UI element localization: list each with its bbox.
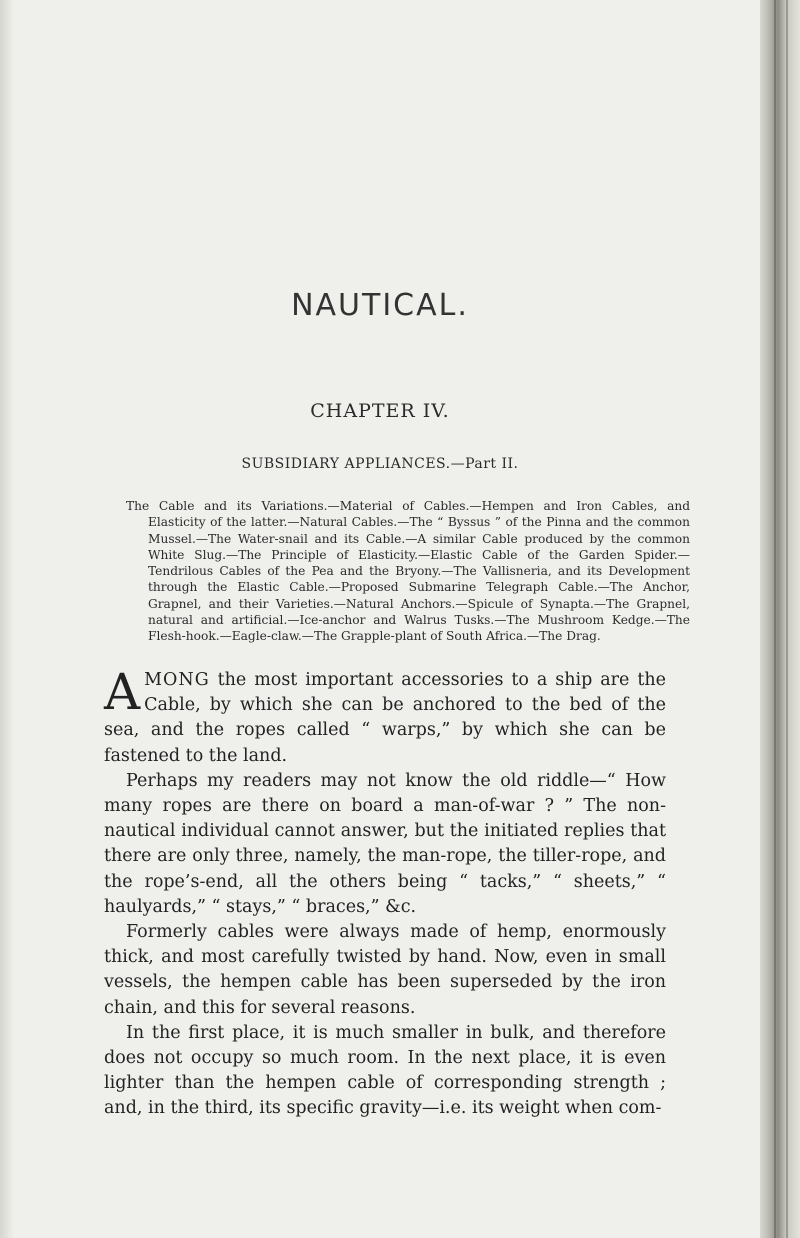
chapter-heading: CHAPTER IV. [310,400,450,422]
paragraph-1 [104,663,666,769]
paragraph-lead: MONG [144,670,210,690]
page-edge-shadow [0,0,14,1238]
paragraph-4: In the first place, it is much smaller in bulk, and therefore does not occupy so much room. In the next place, it is even lighter than the hempen cable of corresponding strength ; and, in the third, its specific gravity—i.e. its weight when com- [104,1022,666,1119]
paragraph-2: Perhaps my readers may not know the old riddle—“ How many ropes are there on board a man-of-war ? ” The non-nautical individual cannot answer, but the initiated replies that there are only three, namely, the man-rope, the tiller-rope, and the rope’s-end, all the others being “ tacks,” “ sheets,” “ haulyards,” “ stays,” “ braces,” &c. [104,770,666,917]
chapter-subtitle: SUBSIDIARY APPLIANCES.—Part II. [241,456,519,472]
spine-fold-line [786,0,788,1238]
paragraph-3: Formerly cables were always made of hemp, enormously thick, and most carefully twisted by hand. Now, even in small vessels, the hempen cable has been superseded by the iron chain, and this for several reasons. [104,922,666,1018]
chapter-synopsis: The Cable and its Variations.—Material of Cables.—Hempen and Iron Cables, and Elasticity of the latter.—Natural Cables.—The “ Byssus ” of the Pinna and the common Mussel.—The Water-snail and its Cable.—A similar Cable produced by the common White Slug.—The Principle of Elasticity.—Elastic Cable of the Garden Spider.—Tendrilous Cables of the Pea and the Bryony.—The Vallisneria, and its Development through the Elastic Cable.—Proposed Submarine Telegraph Cable.—The Anchor, Grapnel, and their Varieties.—Natural Anchors.—Spicule of Synapta.—The Grapnel, natural and artificial.—Ice-anchor and Walrus Tusks.—The Mushroom Kedge.—The Flesh-hook.—Eagle-claw.—The Grapple-plant of South Africa.—The Drag. [126,499,690,644]
body-text [104,663,666,1122]
book-spine [760,0,800,1238]
drop-cap: A [104,663,141,721]
running-title: NAUTICAL. [291,288,469,323]
paragraph-1-text: the most important accessories to a ship are the Cable, by which she can be anchored to the bed of the sea, and the ropes called “ warps,” by which she can be fastened to the land. [104,670,666,766]
spine-fold-line [774,0,776,1238]
